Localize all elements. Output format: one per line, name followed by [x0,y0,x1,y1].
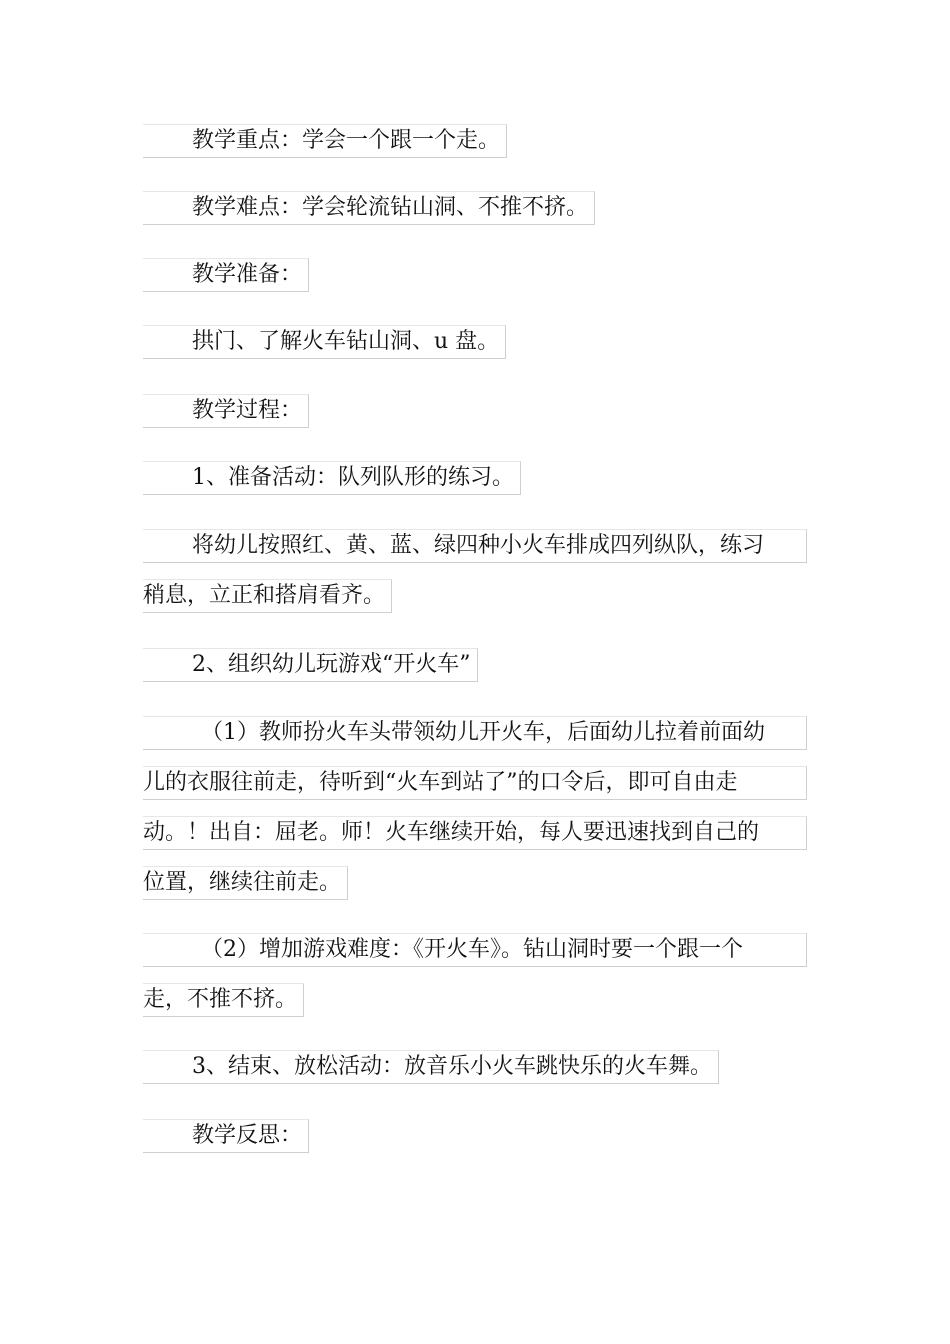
line-text: 1、准备活动：队列队形的练习。 [192,465,514,490]
line-text: （2）增加游戏难度：《开火车》。钻山洞时要一个跟一个 [201,937,743,962]
paragraph-step-1 [143,461,808,511]
text-line [143,258,309,292]
paragraph-step-2-1 [143,716,808,916]
text-line [143,648,478,682]
line-text: 走，不推不挤。 [143,987,298,1012]
paragraph-teaching-difficulty [143,191,808,241]
text-line [143,579,392,613]
line-text: 教学过程： [192,398,303,423]
text-line [143,816,807,850]
paragraph-teaching-process [143,394,808,444]
paragraph-step-2 [143,648,808,698]
text-line [143,933,807,967]
line-text: 教学重点：学会一个跟一个走。 [192,128,501,153]
text-line [143,716,807,750]
paragraph-materials [143,325,808,375]
text-line [143,983,304,1017]
line-text: 2、组织幼儿玩游戏“开火车” [192,652,471,677]
paragraph-teaching-reflection [143,1119,808,1169]
line-text: 拱门、了解火车钻山洞、u 盘。 [192,329,500,354]
paragraph-step-3 [143,1050,808,1100]
text-line [143,461,521,495]
paragraph-teaching-focus [143,124,808,174]
text-line [143,191,595,225]
line-text: 儿的衣服往前走，待听到“火车到站了”的口令后，即可自由走 [143,770,738,795]
line-text: 教学准备： [192,262,303,287]
text-line [143,325,506,359]
line-text: 3、结束、放松活动：放音乐小火车跳快乐的火车舞。 [192,1054,712,1079]
text-line [143,866,348,900]
line-text: 教学难点：学会轮流钻山洞、不推不挤。 [192,195,589,220]
text-line [143,1119,309,1153]
line-text: 稍息，立正和搭肩看齐。 [143,583,386,608]
paragraph-step-2-2 [143,933,808,1033]
paragraph-teaching-prep [143,258,808,308]
text-line [143,766,807,800]
line-text: 动。！出自：屈老。师！火车继续开始，每人要迅速找到自己的 [143,820,760,845]
line-text: 教学反思： [192,1123,303,1148]
text-line [143,394,309,428]
line-text: 将幼儿按照红、黄、蓝、绿四种小火车排成四列纵队，练习 [192,533,765,558]
text-line [143,529,807,563]
line-text: 位置，继续往前走。 [143,870,342,895]
text-line [143,1050,719,1084]
paragraph-step-1-detail [143,529,808,629]
line-text: （1）教师扮火车头带领幼儿开火车，后面幼儿拉着前面幼 [201,720,765,745]
text-line [143,124,507,158]
